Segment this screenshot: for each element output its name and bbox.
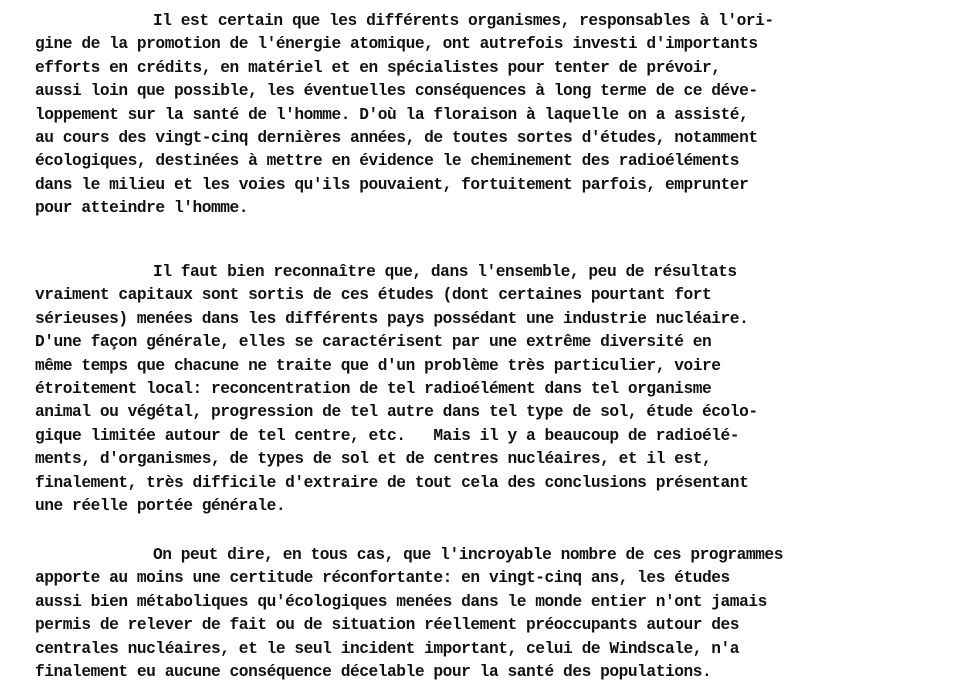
text-line: ments, d'organismes, de types de sol et de centres nucléaires, et il est, xyxy=(35,450,712,469)
text-line: animal ou végétal, progression de tel autre dans tel type de sol, étude écolo- xyxy=(35,403,758,422)
text-line: vraiment capitaux sont sortis de ces études (dont certaines pourtant fort xyxy=(35,286,712,305)
text-line: sérieuses) menées dans les différents pays possédant une industrie nucléaire. xyxy=(35,309,749,328)
text-line: gique limitée autour de tel centre, etc. Mais il y a beaucoup de radioélé- xyxy=(35,426,740,445)
text-line: On peut dire, en tous cas, que l'incroyable nombre de ces programmes xyxy=(153,546,783,564)
paragraph-3 xyxy=(35,544,783,684)
text-line: au cours des vingt-cinq dernières années, de toutes sortes d'études, notamment xyxy=(35,128,758,147)
text-line: aussi loin que possible, les éventuelles conséquences à long terme de ce déve- xyxy=(35,82,758,101)
text-line: apporte au moins une certitude réconfortante: en vingt-cinq ans, les études xyxy=(35,569,730,588)
paragraph-1 xyxy=(35,10,774,221)
text-line: aussi bien métaboliques qu'écologiques menées dans le monde entier n'ont jamais xyxy=(35,592,767,611)
text-line: centrales nucléaires, et le seul incident important, celui de Windscale, n'a xyxy=(35,639,740,658)
text-line: une réelle portée générale. xyxy=(35,496,286,515)
text-line: efforts en crédits, en matériel et en spécialistes pour tenter de prévoir, xyxy=(35,58,721,77)
text-line: finalement eu aucune conséquence décelable pour la santé des populations. xyxy=(35,662,712,681)
text-line: finalement, très difficile d'extraire de tout cela des conclusions présentant xyxy=(35,473,749,492)
text-line: dans le milieu et les voies qu'ils pouvaient, fortuitement parfois, emprunter xyxy=(35,175,749,194)
text-line: pour atteindre l'homme. xyxy=(35,199,249,218)
text-line: gine de la promotion de l'énergie atomique, ont autrefois investi d'importants xyxy=(35,35,758,54)
text-line: étroitement local: reconcentration de tel radioélément dans tel organisme xyxy=(35,379,712,398)
text-line: loppement sur la santé de l'homme. D'où la floraison à laquelle on a assisté, xyxy=(35,105,749,124)
text-line: D'une façon générale, elles se caractérisent par une extrême diversité en xyxy=(35,333,712,352)
text-line: écologiques, destinées à mettre en évidence le cheminement des radioéléments xyxy=(35,152,740,171)
text-line: Il faut bien reconnaître que, dans l'ensemble, peu de résultats xyxy=(153,263,737,281)
paragraph-2 xyxy=(35,261,758,518)
text-line: même temps que chacune ne traite que d'un problème très particulier, voire xyxy=(35,356,721,375)
text-line: Il est certain que les différents organismes, responsables à l'ori- xyxy=(153,12,774,30)
text-line: permis de relever de fait ou de situation réellement préoccupants autour des xyxy=(35,616,740,635)
